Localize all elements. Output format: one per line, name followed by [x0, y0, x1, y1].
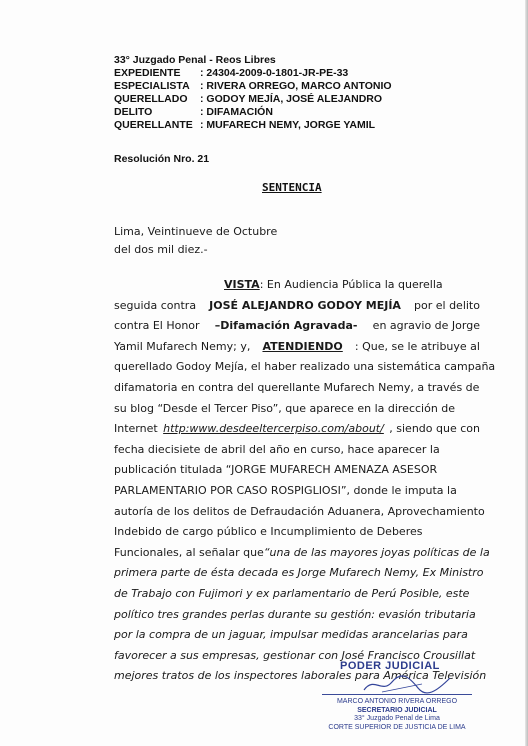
header-key: QUERELLADO	[114, 93, 188, 105]
header-value: : MUFARECH NEMY, JORGE YAMIL	[200, 119, 376, 131]
header-key: DELITO	[114, 106, 153, 118]
stamp-line-text: MARCO ANTONIO RIVERA ORREGO	[336, 698, 458, 705]
atendiendo-heading: ATENDIENDO	[262, 339, 343, 353]
place-date	[114, 223, 277, 259]
header-key: ESPECIALISTA	[114, 80, 190, 92]
header-key: EXPEDIENTE	[114, 67, 181, 79]
quoted-text: mejores tratos de los inspectores laborales para América Televisión	[114, 669, 487, 683]
body-line	[114, 275, 480, 296]
quoted-text: por la compra de un jaguar, impulsar medidas arancelarias para	[114, 628, 468, 642]
sentence-body	[114, 275, 496, 687]
header-row-expediente	[114, 67, 444, 80]
quoted-text: “una de las mayores joyas políticas de la	[263, 545, 490, 559]
stamp-divider	[322, 694, 472, 695]
body-text: publicación titulada “JORGE MUFARECH AMENAZA ASESOR	[114, 463, 438, 477]
body-text: contra El Honor	[114, 319, 200, 333]
body-text: en agravio de Jorge	[372, 319, 480, 333]
body-line	[114, 522, 480, 543]
resolution-number: Resolución Nro. 21	[114, 153, 210, 165]
quoted-text: favorecer a sus empresas, gestionar con José Francisco Crousillat	[114, 648, 476, 662]
defendant-name: JOSÉ ALEJANDRO GODOY MEJÍA	[209, 298, 401, 312]
quoted-text: primera parte de ésta decada es Jorge Mufarech Nemy, Ex Ministro	[114, 566, 484, 580]
quoted-text: de Trabajo con Fujimori y ex parlamentario de Perú Posible, este	[114, 586, 470, 600]
body-text: PARLAMENTARIO POR CASO ROSPIGLIOSI”, donde le imputa la	[114, 483, 457, 497]
place-date-line: del dos mil diez.-	[114, 243, 208, 256]
header-value: : 24304-2009-0-1801-JR-PE-33	[200, 67, 349, 79]
body-line	[114, 460, 480, 481]
judicial-stamp	[322, 652, 482, 742]
case-header	[114, 54, 444, 132]
header-value: : RIVERA ORREGO, MARCO ANTONIO	[200, 80, 392, 92]
body-line	[114, 296, 480, 317]
header-row-querellante	[114, 119, 444, 132]
stamp-line-text: CORTE SUPERIOR DE JUSTICIA DE LIMA	[328, 723, 466, 731]
header-row-querellado	[114, 93, 444, 106]
stamp-title: PODER JUDICIAL	[340, 660, 440, 672]
quoted-text: político tres grandes perlas durante su gestión: evasión tributaria	[114, 607, 476, 621]
body-line	[114, 419, 480, 440]
header-value: : DIFAMACIÓN	[200, 106, 273, 118]
body-text: fecha diecisiete de abril del año en curso, hace aparecer la	[114, 442, 440, 456]
body-text: querellado Godoy Mejía, el haber realizado una sistemática campaña	[114, 360, 496, 374]
signature-icon	[362, 674, 452, 696]
body-text: autoría de los delitos de Defraudación Aduanera, Aprovechamiento	[114, 504, 485, 518]
body-line	[114, 337, 480, 358]
body-line	[114, 605, 480, 626]
offense-name: –Difamación Agravada-	[214, 319, 358, 333]
body-text: Yamil Mufarech Nemy; y,	[114, 339, 251, 353]
header-row-delito	[114, 106, 444, 119]
stamp-line-text: 33° Juzgado Penal de Lima	[354, 715, 440, 722]
body-text: seguida contra	[114, 298, 197, 312]
vista-heading: VISTA	[224, 278, 260, 291]
body-text: , siendo que con	[389, 422, 480, 436]
body-line	[114, 563, 484, 584]
place-date-line: Lima, Veintinueve de Octubre	[114, 225, 278, 238]
body-text: Internet	[114, 422, 158, 436]
body-line	[114, 502, 485, 523]
body-text: : En Audiencia Pública la querella	[259, 278, 443, 291]
body-text: su blog “Desde el Tercer Piso”, que aparece en la dirección de	[114, 401, 456, 415]
body-text: Indebido de cargo público e Incumplimiento de Deberes	[114, 525, 423, 539]
body-text: Funcionales, al señalar que	[114, 545, 264, 559]
stamp-text	[322, 698, 472, 732]
body-line	[114, 440, 480, 461]
body-text: por el delito	[414, 298, 480, 312]
header-value: : GODOY MEJÍA, JOSÉ ALEJANDRO	[200, 93, 383, 105]
court-name: 33° Juzgado Penal - Reos Libres	[114, 54, 276, 66]
body-line	[114, 481, 480, 502]
body-line	[114, 584, 480, 605]
body-line	[114, 543, 490, 564]
blog-url-link[interactable]: http:www.desdeeltercerpiso.com/about/	[163, 422, 384, 436]
body-text: difamatoria en contra del querellante Mufarech Nemy, a través de	[114, 380, 480, 394]
body-line	[114, 378, 480, 399]
document-title: SENTENCIA	[262, 181, 322, 194]
body-line	[114, 357, 496, 378]
body-line	[114, 316, 480, 337]
body-line	[114, 399, 480, 420]
body-line	[114, 625, 480, 646]
header-row-especialista	[114, 80, 444, 93]
body-text: : Que, se le atribuye al	[354, 339, 480, 353]
stamp-line-text: SECRETARIO JUDICIAL	[357, 706, 437, 714]
header-key: QUERELLANTE	[114, 119, 193, 131]
